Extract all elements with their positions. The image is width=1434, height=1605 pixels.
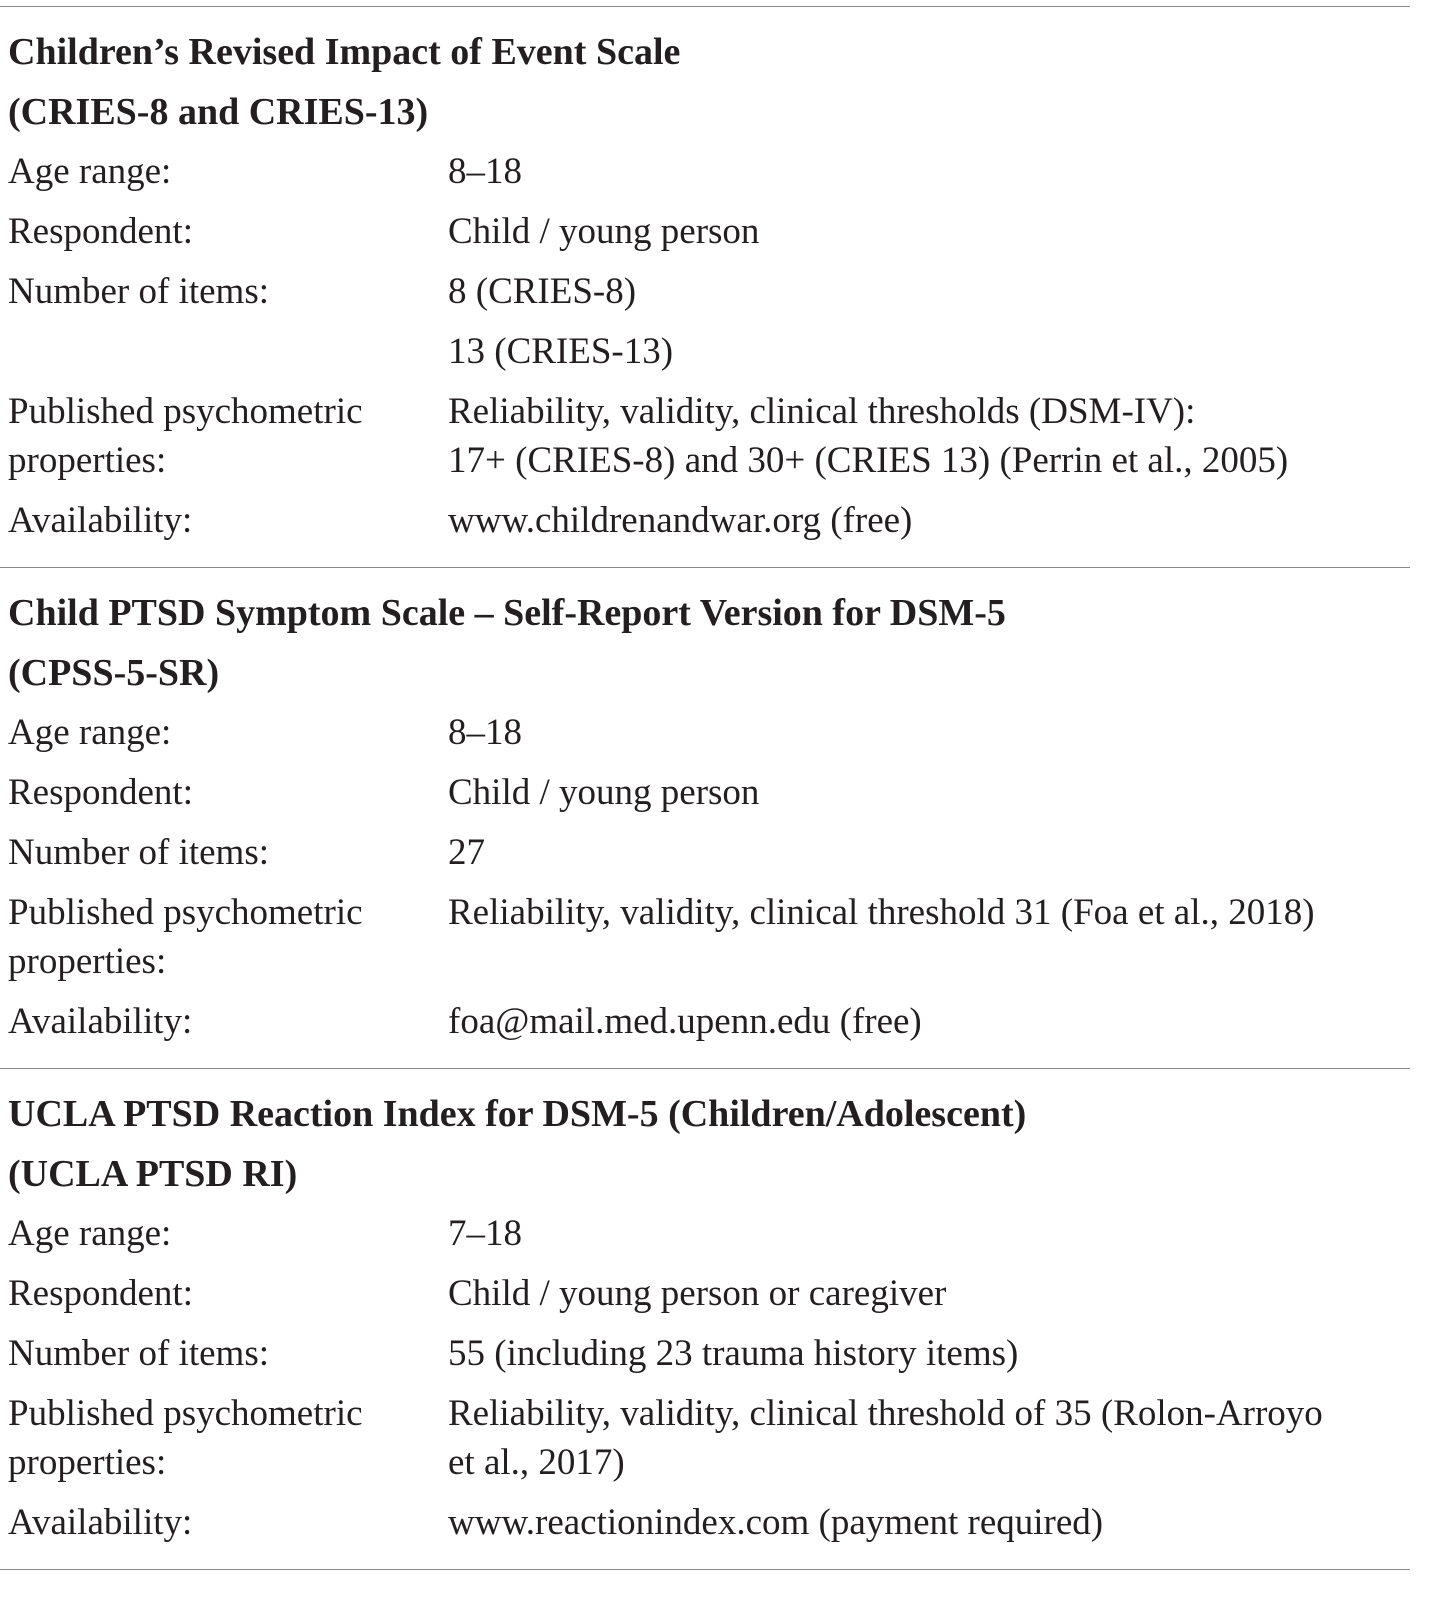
- psychometric-value-line-1: Reliability, validity, clinical thresholds (DSM-IV):: [448, 391, 1196, 432]
- availability-value: www.childrenandwar.org (free): [448, 500, 913, 541]
- respondent-label: Respondent:: [8, 211, 193, 252]
- age-range-value: 8–18: [448, 712, 522, 753]
- availability-label: Availability:: [8, 500, 193, 541]
- measure-section-cries: [0, 7, 1410, 567]
- number-of-items-value-2: 13 (CRIES-13): [448, 331, 674, 372]
- psychometric-label-line-1: Published psychometric: [8, 391, 363, 432]
- measure-title: UCLA PTSD Reaction Index for DSM-5 (Children/Adolescent): [8, 1093, 1027, 1135]
- measure-abbreviation: (CRIES-8 and CRIES-13): [8, 91, 429, 133]
- availability-row: [8, 992, 1410, 1052]
- psychometric-properties-value: [448, 387, 1410, 485]
- respondent-label: Respondent:: [8, 772, 193, 813]
- psychometric-label-line-1: Published psychometric: [8, 1393, 363, 1434]
- age-range-label: Age range:: [8, 151, 172, 192]
- availability-label: Availability:: [8, 1502, 193, 1543]
- measure-title: Children’s Revised Impact of Event Scale: [8, 31, 681, 73]
- respondent-value: Child / young person: [448, 211, 760, 252]
- number-of-items-row-2: [8, 322, 1410, 382]
- availability-value: foa@mail.med.upenn.edu (free): [448, 1001, 922, 1042]
- respondent-value: Child / young person or caregiver: [448, 1273, 947, 1314]
- availability-row: [8, 1493, 1410, 1553]
- number-of-items-row: [8, 823, 1410, 883]
- age-range-row: [8, 703, 1410, 763]
- number-of-items-value: 8 (CRIES-8): [448, 271, 637, 312]
- psychometric-value-line-1: Reliability, validity, clinical threshold 31 (Foa et al., 2018): [448, 892, 1315, 933]
- age-range-row: [8, 1204, 1410, 1264]
- psychometric-value-line-1: Reliability, validity, clinical threshold of 35 (Rolon-Arroyo: [448, 1393, 1323, 1434]
- number-of-items-row: [8, 1324, 1410, 1384]
- psychometric-properties-row: [8, 1384, 1410, 1493]
- availability-row: [8, 491, 1410, 551]
- age-range-value: 8–18: [448, 151, 522, 192]
- number-of-items-value: 27: [448, 832, 485, 873]
- respondent-label: Respondent:: [8, 1273, 193, 1314]
- measure-abbreviation: (CPSS-5-SR): [8, 652, 220, 694]
- availability-value: www.reactionindex.com (payment required): [448, 1502, 1104, 1543]
- measure-title: Child PTSD Symptom Scale – Self-Report Version for DSM-5: [8, 592, 1006, 634]
- psychometric-properties-label: [8, 888, 448, 986]
- psychometric-properties-label: [8, 1389, 448, 1487]
- psychometric-value-line-2: 17+ (CRIES-8) and 30+ (CRIES 13) (Perrin et al., 2005): [448, 440, 1289, 481]
- psychometric-properties-row: [8, 382, 1410, 491]
- respondent-value: Child / young person: [448, 772, 760, 813]
- psychometric-label-line-2: properties:: [8, 440, 167, 481]
- measure-section-ucla: [0, 1069, 1410, 1569]
- respondent-row: [8, 1264, 1410, 1324]
- number-of-items-label: Number of items:: [8, 1333, 270, 1374]
- empty-label: [8, 327, 448, 376]
- availability-label: Availability:: [8, 1001, 193, 1042]
- age-range-label: Age range:: [8, 712, 172, 753]
- age-range-row: [8, 142, 1410, 202]
- psychometric-properties-row: [8, 883, 1410, 992]
- measure-abbreviation: (UCLA PTSD RI): [8, 1153, 298, 1195]
- psychometric-properties-value: [448, 888, 1410, 986]
- number-of-items-row: [8, 262, 1410, 322]
- psychometric-properties-label: [8, 387, 448, 485]
- psychometric-value-line-2: et al., 2017): [448, 1442, 625, 1483]
- age-range-label: Age range:: [8, 1213, 172, 1254]
- psychometric-label-line-2: properties:: [8, 1442, 167, 1483]
- respondent-row: [8, 763, 1410, 823]
- age-range-value: 7–18: [448, 1213, 522, 1254]
- measure-section-cpss: [0, 568, 1410, 1068]
- psychometric-label-line-1: Published psychometric: [8, 892, 363, 933]
- psychometric-properties-value: [448, 1389, 1410, 1487]
- respondent-row: [8, 202, 1410, 262]
- number-of-items-label: Number of items:: [8, 271, 270, 312]
- number-of-items-label: Number of items:: [8, 832, 270, 873]
- table-bottom-rule: [0, 1569, 1410, 1570]
- number-of-items-value: 55 (including 23 trauma history items): [448, 1333, 1019, 1374]
- measures-table: [0, 6, 1410, 1570]
- psychometric-label-line-2: properties:: [8, 941, 167, 982]
